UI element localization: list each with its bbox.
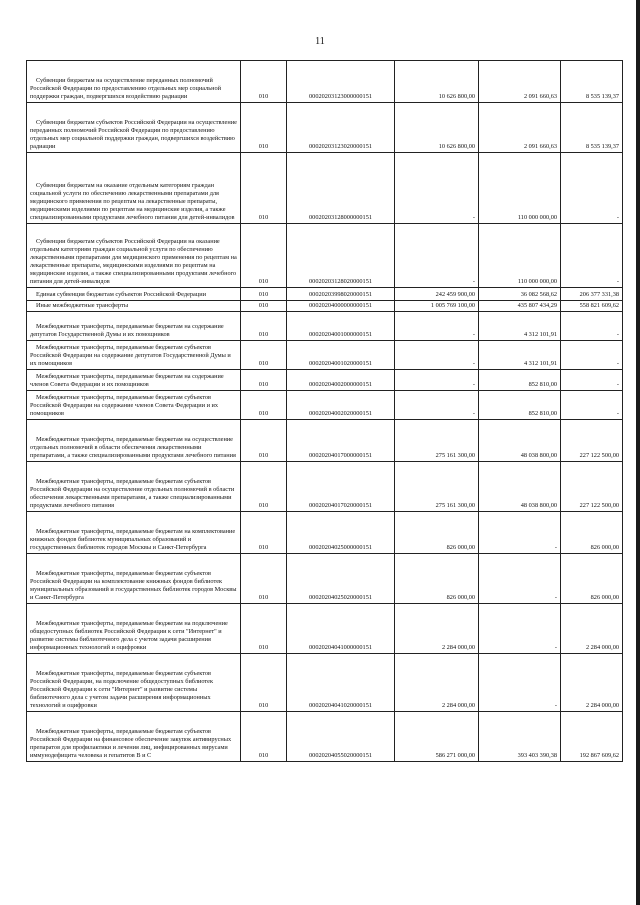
row-kbk-cell: 00020204041020000151	[287, 654, 395, 712]
row-executed-cell: 110 000 000,00	[479, 224, 561, 288]
row-remainder-cell: -	[561, 153, 623, 224]
row-executed-cell: -	[479, 654, 561, 712]
row-amount-cell: 2 284 000,00	[395, 604, 479, 654]
row-amount-cell: 586 271 000,00	[395, 712, 479, 762]
row-name-cell: Межбюджетные трансферты, передаваемые бюджетам субъектов Российской Федерации, на подключение общедоступных библиотек Российской Федерации к сети "Интернет" и развитие системы библиотечного дела с учетом задачи расширения информационных технологий и оцифровки	[27, 654, 241, 712]
row-amount-cell: -	[395, 391, 479, 420]
row-code-cell: 010	[241, 224, 287, 288]
row-executed-cell: 36 082 568,62	[479, 288, 561, 301]
row-executed-cell: 852 810,00	[479, 391, 561, 420]
row-kbk-cell: 00020203123020000151	[287, 103, 395, 153]
row-name-cell: Межбюджетные трансферты, передаваемые бюджетам на осуществление отдельных полномочий в области обеспечения лекарственными препаратами, а также специализированными продуктами лечебного питания	[27, 420, 241, 462]
row-amount-cell: -	[395, 312, 479, 341]
row-name-cell: Иные межбюджетные трансферты	[27, 301, 241, 312]
row-name-cell: Межбюджетные трансферты, передаваемые бюджетам субъектов Российской Федерации на содержание членов Совета Федерации и их помощников	[27, 391, 241, 420]
row-amount-cell: 1 005 769 100,00	[395, 301, 479, 312]
row-code-cell: 010	[241, 420, 287, 462]
row-code-cell: 010	[241, 462, 287, 512]
row-amount-cell: 275 161 300,00	[395, 420, 479, 462]
row-kbk-cell: 00020204001020000151	[287, 341, 395, 370]
row-code-cell: 010	[241, 512, 287, 554]
table-row	[27, 420, 623, 462]
row-kbk-cell: 00020203998020000151	[287, 288, 395, 301]
row-remainder-cell: 2 284 000,00	[561, 604, 623, 654]
row-executed-cell: 48 038 800,00	[479, 462, 561, 512]
row-executed-cell: 393 403 390,38	[479, 712, 561, 762]
row-executed-cell: 4 312 101,91	[479, 312, 561, 341]
row-name-cell: Субвенции бюджетам субъектов Российской Федерации на осуществление переданных полномочий Российской Федерации по предоставлению отдельных мер социальной поддержки граждан, подвергшихся воздействию радиации	[27, 103, 241, 153]
row-remainder-cell: -	[561, 370, 623, 391]
row-kbk-cell: 00020204000000000151	[287, 301, 395, 312]
row-executed-cell: 48 038 800,00	[479, 420, 561, 462]
table-row	[27, 61, 623, 103]
table-row	[27, 391, 623, 420]
row-code-cell: 010	[241, 288, 287, 301]
row-remainder-cell: 826 000,00	[561, 554, 623, 604]
row-name-cell: Межбюджетные трансферты, передаваемые бюджетам на подключение общедоступных библиотек Российской Федерации к сети "Интернет" и развитие системы библиотечного дела с учетом задачи расширения информационных технологий и оцифровки	[27, 604, 241, 654]
row-amount-cell: 10 626 800,00	[395, 61, 479, 103]
row-name-cell: Межбюджетные трансферты, передаваемые бюджетам субъектов Российской Федерации на осуществление отдельных полномочий в области обеспечения лекарственными препаратами, а также специализированными продуктами лечебного питания	[27, 462, 241, 512]
table-row	[27, 341, 623, 370]
row-executed-cell: -	[479, 604, 561, 654]
row-remainder-cell: 227 122 500,00	[561, 420, 623, 462]
row-amount-cell: -	[395, 370, 479, 391]
row-code-cell: 010	[241, 370, 287, 391]
row-name-cell: Межбюджетные трансферты, передаваемые бюджетам субъектов Российской Федерации на финансовое обеспечение закупок антивирусных препаратов для профилактики и лечения лиц, инфицированных вирусами иммунодефицита человека и гепатитов B и C	[27, 712, 241, 762]
row-kbk-cell: 00020203128020000151	[287, 224, 395, 288]
row-executed-cell: -	[479, 512, 561, 554]
row-kbk-cell: 00020204017000000151	[287, 420, 395, 462]
row-code-cell: 010	[241, 341, 287, 370]
row-remainder-cell: 206 377 331,38	[561, 288, 623, 301]
row-code-cell: 010	[241, 391, 287, 420]
row-executed-cell: 852 810,00	[479, 370, 561, 391]
row-amount-cell: -	[395, 224, 479, 288]
row-remainder-cell: -	[561, 391, 623, 420]
row-kbk-cell: 00020204025020000151	[287, 554, 395, 604]
row-remainder-cell: -	[561, 224, 623, 288]
table-row	[27, 512, 623, 554]
table-row	[27, 224, 623, 288]
row-name-cell: Межбюджетные трансферты, передаваемые бюджетам на содержание членов Совета Федерации и их помощников	[27, 370, 241, 391]
row-remainder-cell: -	[561, 312, 623, 341]
row-kbk-cell: 00020203123000000151	[287, 61, 395, 103]
row-kbk-cell: 00020204041000000151	[287, 604, 395, 654]
row-remainder-cell: -	[561, 341, 623, 370]
row-remainder-cell: 227 122 500,00	[561, 462, 623, 512]
row-amount-cell: -	[395, 341, 479, 370]
row-amount-cell: 2 284 000,00	[395, 654, 479, 712]
table-row	[27, 370, 623, 391]
row-remainder-cell: 192 867 609,62	[561, 712, 623, 762]
row-kbk-cell: 00020204055020000151	[287, 712, 395, 762]
row-name-cell: Субвенции бюджетам субъектов Российской Федерации на оказание отдельным категориям граждан социальной услуги по обеспечению лекарственными препаратами для медицинского применения по рецептам на лекарственные препараты, медицинскими изделиями по рецептам на медицинские изделия, а также специализированными продуктами лечебного питания для детей-инвалидов	[27, 224, 241, 288]
row-name-cell: Межбюджетные трансферты, передаваемые бюджетам на комплектование книжных фондов библиотек муниципальных образований и государственных библиотек городов Москвы и Санкт-Петербурга	[27, 512, 241, 554]
row-remainder-cell: 826 000,00	[561, 512, 623, 554]
row-kbk-cell: 00020203128000000151	[287, 153, 395, 224]
table-row	[27, 301, 623, 312]
row-remainder-cell: 8 535 139,37	[561, 61, 623, 103]
row-code-cell: 010	[241, 604, 287, 654]
row-name-cell: Межбюджетные трансферты, передаваемые бюджетам субъектов Российской Федерации на содержание депутатов Государственной Думы и их помощников	[27, 341, 241, 370]
row-name-cell: Субвенции бюджетам на осуществление переданных полномочий Российской Федерации по предоставлению отдельных мер социальной поддержки граждан, подвергшихся воздействию радиации	[27, 61, 241, 103]
table-row	[27, 554, 623, 604]
row-remainder-cell: 2 284 000,00	[561, 654, 623, 712]
row-code-cell: 010	[241, 301, 287, 312]
row-code-cell: 010	[241, 654, 287, 712]
row-kbk-cell: 00020204025000000151	[287, 512, 395, 554]
row-code-cell: 010	[241, 312, 287, 341]
row-kbk-cell: 00020204017020000151	[287, 462, 395, 512]
row-remainder-cell: 8 535 139,37	[561, 103, 623, 153]
table-row	[27, 312, 623, 341]
table-row	[27, 153, 623, 224]
row-name-cell: Межбюджетные трансферты, передаваемые бюджетам на содержание депутатов Государственной Думы и их помощников	[27, 312, 241, 341]
row-amount-cell: -	[395, 153, 479, 224]
table-row	[27, 604, 623, 654]
table-body	[27, 61, 623, 762]
row-name-cell: Единая субвенция бюджетам субъектов Российской Федерации	[27, 288, 241, 301]
row-kbk-cell: 00020204002000000151	[287, 370, 395, 391]
row-amount-cell: 275 161 300,00	[395, 462, 479, 512]
row-kbk-cell: 00020204001000000151	[287, 312, 395, 341]
row-code-cell: 010	[241, 61, 287, 103]
row-name-cell: Субвенции бюджетам на оказание отдельным категориям граждан социальной услуги по обеспечению лекарственными препаратами для медицинского применения по рецептам на лекарственные препараты, медицинскими изделиями по рецептам на медицинские изделия, а также специализированными продуктами лечебного питания для детей-инвалидов	[27, 153, 241, 224]
row-amount-cell: 826 000,00	[395, 512, 479, 554]
row-executed-cell: 4 312 101,91	[479, 341, 561, 370]
row-executed-cell: -	[479, 554, 561, 604]
scan-edge-mark	[636, 0, 640, 905]
page-number: 11	[315, 36, 325, 47]
row-amount-cell: 10 626 800,00	[395, 103, 479, 153]
table-row	[27, 654, 623, 712]
row-code-cell: 010	[241, 103, 287, 153]
budget-table	[26, 60, 623, 762]
table-row	[27, 288, 623, 301]
row-remainder-cell: 558 821 609,62	[561, 301, 623, 312]
row-code-cell: 010	[241, 153, 287, 224]
row-code-cell: 010	[241, 554, 287, 604]
table-row	[27, 103, 623, 153]
row-amount-cell: 826 000,00	[395, 554, 479, 604]
table-row	[27, 712, 623, 762]
row-amount-cell: 242 459 900,00	[395, 288, 479, 301]
row-executed-cell: 435 807 434,29	[479, 301, 561, 312]
table-row	[27, 462, 623, 512]
row-executed-cell: 2 091 660,63	[479, 61, 561, 103]
row-kbk-cell: 00020204002020000151	[287, 391, 395, 420]
row-executed-cell: 110 000 000,00	[479, 153, 561, 224]
row-executed-cell: 2 091 660,63	[479, 103, 561, 153]
row-name-cell: Межбюджетные трансферты, передаваемые бюджетам субъектов Российской Федерации на комплектование книжных фондов библиотек муниципальных образований и государственных библиотек городов Москвы и Санкт-Петербурга	[27, 554, 241, 604]
row-code-cell: 010	[241, 712, 287, 762]
